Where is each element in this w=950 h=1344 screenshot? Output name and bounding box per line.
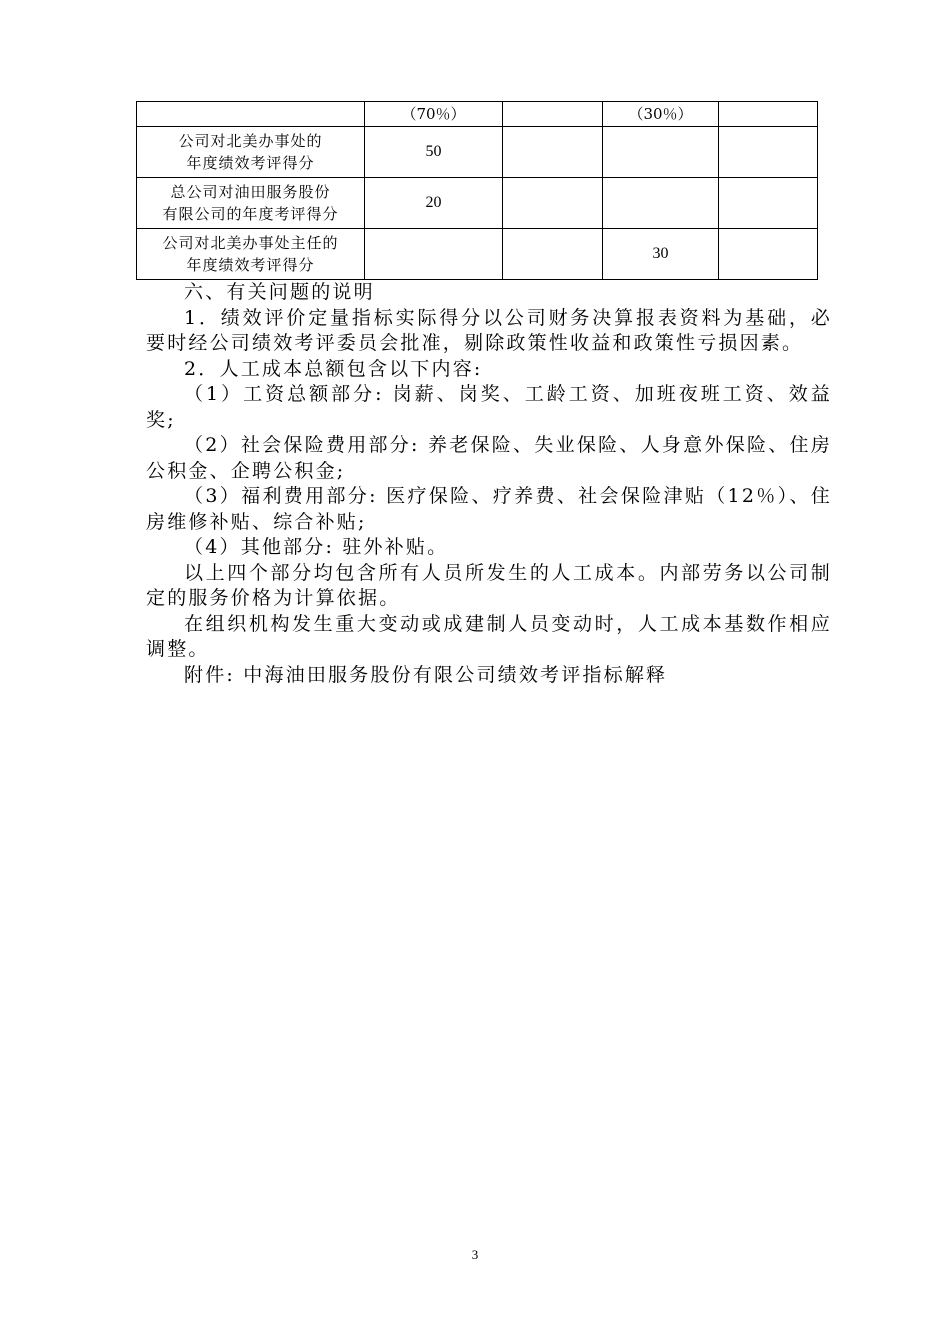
- row-label-cell: [137, 178, 365, 229]
- note-list-item: （4）其他部分: 驻外补贴。: [184, 536, 449, 558]
- table-row: [137, 229, 818, 280]
- row-label-line: 年度绩效考评得分: [186, 256, 315, 274]
- row-label-line: 年度绩效考评得分: [186, 154, 315, 172]
- table-cell: [503, 102, 603, 127]
- notes-section: [146, 280, 832, 688]
- attachment-line: 附件: 中海油田服务股份有限公司绩效考评指标解释: [184, 663, 668, 686]
- score-cell: [503, 178, 603, 229]
- weight-70-cell: （70％）: [365, 102, 503, 127]
- score-cell: 20: [365, 178, 503, 229]
- note-list-item: （3）福利费用部分: 医疗保险、疗养费、社会保险津贴（12％）、住房维修补贴、综合补贴;: [146, 485, 832, 533]
- score-cell: [719, 127, 818, 178]
- score-cell: [719, 229, 818, 280]
- score-cell: [603, 178, 719, 229]
- weight-30-cell: （30％）: [603, 102, 719, 127]
- note-paragraph: 在组织机构发生重大变动或成建制人员变动时，人工成本基数作相应调整。: [146, 612, 832, 660]
- section-title: 六、有关问题的说明: [184, 281, 375, 303]
- score-cell: 50: [365, 127, 503, 178]
- table-row: [137, 127, 818, 178]
- score-table: [136, 101, 818, 280]
- table-cell: [137, 102, 365, 127]
- row-label-line: 总公司对油田服务股份: [170, 183, 331, 201]
- score-cell: [503, 229, 603, 280]
- row-label-line: 公司对北美办事处的: [178, 132, 323, 150]
- table-header-row: [137, 102, 818, 127]
- score-cell: [503, 127, 603, 178]
- score-cell: 30: [603, 229, 719, 280]
- note-paragraph: 以上四个部分均包含所有人员所发生的人工成本。内部劳务以公司制定的服务价格为计算依据。: [146, 561, 832, 609]
- note-list-item: （1）工资总额部分: 岗薪、岗奖、工龄工资、加班夜班工资、效益奖;: [146, 383, 832, 431]
- note-paragraph: 2．人工成本总额包含以下内容:: [184, 357, 483, 380]
- table-cell: [719, 102, 818, 127]
- table-row: [137, 178, 818, 229]
- row-label-cell: [137, 229, 365, 280]
- score-cell: [365, 229, 503, 280]
- score-cell: [719, 178, 818, 229]
- score-cell: [603, 127, 719, 178]
- row-label-line: 有限公司的年度考评得分: [162, 205, 339, 223]
- row-label-cell: [137, 127, 365, 178]
- note-list-item: （2）社会保险费用部分: 养老保险、失业保险、人身意外保险、住房公积金、企聘公积金;: [146, 434, 832, 482]
- page-number: 3: [471, 1247, 479, 1262]
- note-paragraph: 1．绩效评价定量指标实际得分以公司财务决算报表资料为基础，必要时经公司绩效考评委员会批准，剔除政策性收益和政策性亏损因素。: [146, 306, 832, 354]
- row-label-line: 公司对北美办事处主任的: [162, 234, 339, 252]
